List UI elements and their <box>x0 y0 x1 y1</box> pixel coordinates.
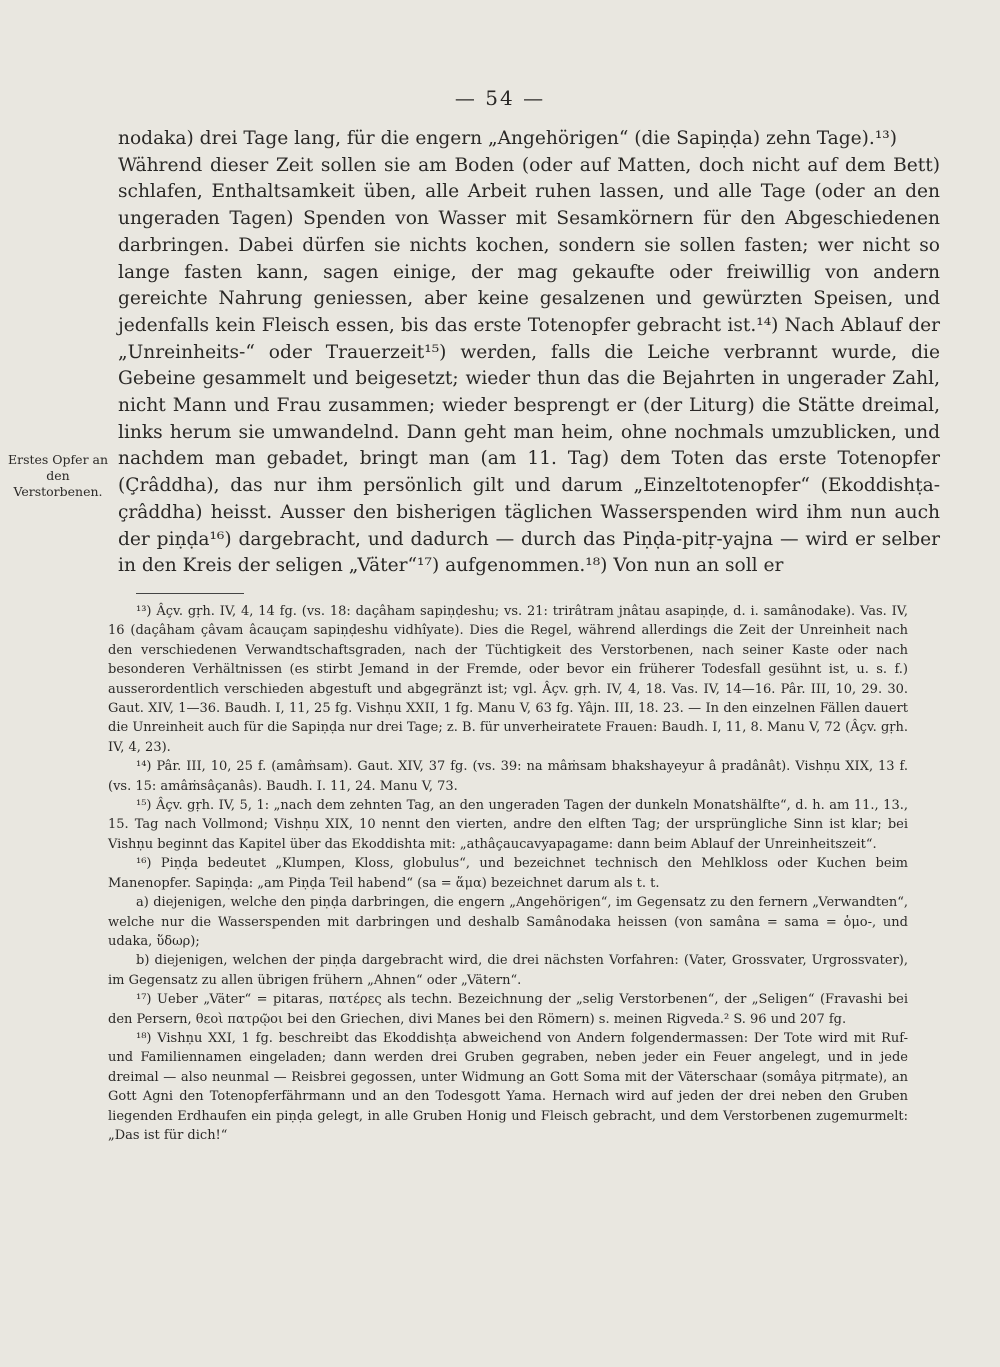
page-number: — 54 — <box>454 86 546 110</box>
main-line-first: nodaka) drei Tage lang, für die engern „Angehörigen“ (die Sapiṇḍa) zehn Tage).¹³) <box>118 128 897 149</box>
footnote-17: ¹⁷) Ueber „Väter“ = pitaras, πατέρες als techn. Bezeichnung der „selig Verstorbenen“, der „Seligen“ (Fravashi bei den Persern, θεοὶ πατρῷοι bei den Griechen, divi Manes bei den Römern) s. meinen Rigveda.² S. 96 und 207 fg. <box>108 992 908 1027</box>
footnote-15: ¹⁵) Âçv. gṛh. IV, 5, 1: „nach dem zehnten Tag, an den ungeraden Tagen der dunkeln Monatshälfte“, d. h. am 11., 13., 15. Tag nach Vollmond; Vishṇu XIX, 10 nennt den vierten, andre den elften Tag; der ursprüngliche Sinn ist klar; bei Vishṇu beginnt das Kapitel über das Ekoddishta mit: „athâçaucavyapagame: dann beim Ablauf der Unreinheitszeit“. <box>108 798 908 852</box>
margin-note: Erstes Opfer an den Verstorbenen. <box>7 452 109 499</box>
footnote-14: ¹⁴) Pâr. III, 10, 25 f. (amâṁsam). Gaut. XIV, 37 fg. (vs. 39: na mâṁsam bhakshayeyur â pradânât). Vishṇu XIX, 13 f. (vs. 15: amâṁsâçanâs). Baudh. I. 11, 24. Manu V, 73. <box>108 759 908 794</box>
footnotes <box>108 602 908 1145</box>
footnote-13: ¹³) Âçv. gṛh. IV, 4, 14 fg. (vs. 18: daçâham sapiṇḍeshu; vs. 21: trirâtram jnâtau asapiṇḍe, d. i. samânodake). Vas. IV, 16 (daçâham çâvam âcauçam sapiṇḍeshu vidhîyate). Dies die Regel, während allerdings die Zeit der Unreinheit nach den verschiedenen Verwandtschaftsgraden, nach der Tüchtigkeit des Verstorbenen, nach seiner Kaste oder nach besonderen Verhältnissen (es stirbt Jemand in der Fremde, oder bevor ein früherer Todesfall gesühnt ist, u. s. f.) ausserordentlich verschieden abgestuft und abgegränzt ist; vgl. Âçv. gṛh. IV, 4, 18. Vas. IV, 14—16. Pâr. III, 10, 29. 30. Gaut. XIV, 1—36. Baudh. I, 11, 25 fg. Vishṇu XXII, 1 fg. Manu V, 63 fg. Yâjn. III, 18. 23. — In den einzelnen Fällen dauert die Unreinheit auch für die Sapiṇḍa nur drei Tage; z. B. für unverheiratete Frauen: Baudh. I, 11, 8. Manu V, 72 (Âçv. gṛh. IV, 4, 23). <box>108 604 908 755</box>
footnote-rule <box>136 593 244 594</box>
footnote-18: ¹⁸) Vishṇu XXI, 1 fg. beschreibt das Ekoddishṭa abweichend von Andern folgendermassen: Der Tote wird mit Ruf- und Familiennamen eingeladen; dann werden drei Gruben gegraben, neben jeder ein Feuer angelegt, und in jede dreimal — also neunmal — Reisbrei gegossen, unter Widmung an Gott Soma mit der Väterschaar (somâya pitṛmate), an Gott Agni den Totenopferfährmann und an den Todesgott Yama. Hernach wird auf jeden der drei neben den Gruben liegenden Erdhaufen ein piṇḍa gelegt, in alle Gruben Honig und Fleisch gebracht, und dem Verstorbenen zugemurmelt: „Das ist für dich!“ <box>108 1030 908 1143</box>
main-text <box>118 126 940 580</box>
main-paragraph: Während dieser Zeit sollen sie am Boden (oder auf Matten, doch nicht auf dem Bett) schlafen, Enthaltsamkeit üben, alle Arbeit ruhen lassen, und alle Tage (oder an den ungeraden Tagen) Spenden von Wasser mit Sesamkörnern für den Abgeschiedenen darbringen. Dabei dürfen sie nichts kochen, sondern sie sollen fasten; wer nicht so lange fasten kann, sagen einige, der mag gekaufte oder freiwillig von andern gereichte Nahrung geniessen, aber keine gesalzenen und gewürzten Speisen, und jedenfalls kein Fleisch essen, bis das erste Totenopfer gebracht ist.¹⁴) Nach Ablauf der „Unreinheits-“ oder Trauerzeit¹⁵) werden, falls die Leiche verbrannt wurde, die Gebeine gesammelt und beigesetzt; wieder thun das die Bejahrten in ungerader Zahl, nicht Mann und Frau zusammen; wieder besprengt er (der Liturg) die Stätte dreimal, links herum sie umwandelnd. Dann geht man heim, ohne nochmals umzublicken, und nachdem man gebadet, bringt man (am 11. Tag) dem Toten das erste Totenopfer (Çrâddha), das nur ihm persönlich gilt und darum „Einzeltotenopfer“ (Ekoddishṭa-çrâddha) heisst. Ausser den bisherigen täglichen Wasserspenden wird ihm nun auch der piṇḍa¹⁶) dargebracht, und dadurch — durch das Piṇḍa-pitṛ-yajna — wird er selber in den Kreis der seligen „Väter“¹⁷) aufgenommen.¹⁸) Von nun an soll er <box>118 154 940 577</box>
footnote-16: ¹⁶) Piṇḍa bedeutet „Klumpen, Kloss, globulus“, und bezeichnet technisch den Mehlkloss oder Kuchen beim Manenopfer. Sapiṇḍa: „am Piṇḍa Teil habend“ (sa = ἅμα) bezeichnet darum als t. t. <box>108 856 908 891</box>
footnote-16b: b) diejenigen, welchen der piṇḍa dargebracht wird, die drei nächsten Vorfahren: (Vater, Grossvater, Urgrossvater), im Gegensatz zu allen übrigen frühern „Ahnen“ oder „Vätern“. <box>108 953 908 988</box>
footnote-16a: a) diejenigen, welche den piṇḍa darbringen, die engern „Angehörigen“, im Gegensatz zu den fernern „Verwandten“, welche nur die Wasserspenden mit darbringen und deshalb Samânodaka heissen (von samâna = sama = ὁμο-, und udaka, ὕδωρ); <box>108 895 908 949</box>
